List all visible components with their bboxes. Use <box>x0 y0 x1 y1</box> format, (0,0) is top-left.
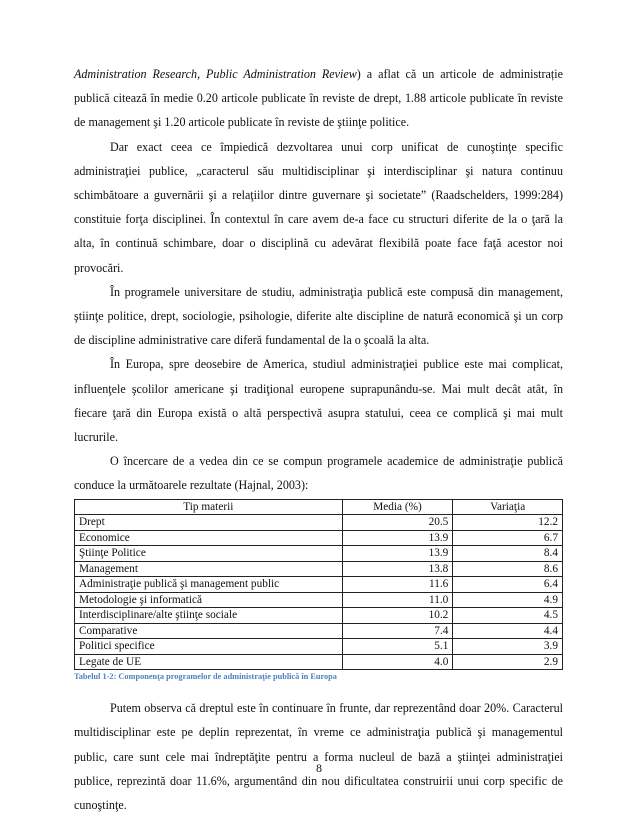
cell-variation: 4.5 <box>453 608 563 624</box>
cell-mean: 11.6 <box>342 577 453 593</box>
paragraph-6: Putem observa că dreptul este în continuare în frunte, dar reprezentând doar 20%. Caracterul multidisciplinar este pe deplin reprezentat, în vreme ce administraţia publică şi managementul public, care sunt cele mai îndreptăţite pentru a forma nucleul de bază a ştiinţei administraţiei publice, reprezintă doar 11.6%, argumentând din nou dificultatea construirii unui corp specific de cunoştinţe. <box>74 701 563 812</box>
table-header-row <box>75 499 563 515</box>
paragraph-5: O încercare de a vedea din ce se compun programele academice de administraţie publică conduce la următoarele rezultate (Hajnal, 2003): <box>74 454 563 493</box>
cell-mean: 13.9 <box>342 546 453 562</box>
cell-mean: 5.1 <box>342 639 453 655</box>
cell-variation: 4.9 <box>453 592 563 608</box>
cell-subject: Legate de UE <box>75 654 343 670</box>
page-number: 8 <box>316 761 322 775</box>
subjects-table <box>74 499 563 671</box>
header-mean: Media (%) <box>342 499 453 515</box>
cell-mean: 13.8 <box>342 561 453 577</box>
paragraph-1-text: ) a aflat că un articole de administrație publică citează în medie 0.20 articole publicate în reviste de drept, 1.88 articole publicate în reviste de management şi 1.20 articole publicate în reviste de ştiinţe politice. <box>74 67 563 130</box>
header-variation: Variaţia <box>453 499 563 515</box>
cell-variation: 4.4 <box>453 623 563 639</box>
table-row <box>75 654 563 670</box>
cell-mean: 20.5 <box>342 515 453 531</box>
cell-mean: 13.9 <box>342 530 453 546</box>
table-row <box>75 608 563 624</box>
cell-variation: 6.4 <box>453 577 563 593</box>
cell-subject: Administraţie publică şi management public <box>75 577 343 593</box>
cell-variation: 3.9 <box>453 639 563 655</box>
cell-variation: 2.9 <box>453 654 563 670</box>
cell-variation: 8.6 <box>453 561 563 577</box>
cell-variation: 6.7 <box>453 530 563 546</box>
cell-subject: Drept <box>75 515 343 531</box>
cell-mean: 10.2 <box>342 608 453 624</box>
table-row <box>75 577 563 593</box>
document-page <box>74 62 563 817</box>
cell-subject: Metodologie şi informatică <box>75 592 343 608</box>
journal-names: Administration Research, Public Administration Review <box>74 67 357 81</box>
table-row <box>75 546 563 562</box>
cell-subject: Interdisciplinare/alte ştiinţe sociale <box>75 608 343 624</box>
cell-variation: 8.4 <box>453 546 563 562</box>
cell-subject: Economice <box>75 530 343 546</box>
cell-subject: Politici specifice <box>75 639 343 655</box>
paragraph-4: În Europa, spre deosebire de America, studiul administraţiei publice este mai complicat, influenţele şcolilor americane şi tradiţional europene suprapunându-se. Mai mult decât atât, în fiecare ţară din Europa există o altă perspectivă asupra statului, ceea ce complică şi mai mult lucrurile. <box>74 357 563 445</box>
cell-subject: Comparative <box>75 623 343 639</box>
cell-mean: 7.4 <box>342 623 453 639</box>
table-row <box>75 561 563 577</box>
cell-subject: Ştiinţe Politice <box>75 546 343 562</box>
cell-subject: Management <box>75 561 343 577</box>
table-row <box>75 515 563 531</box>
table-row <box>75 592 563 608</box>
paragraph-1 <box>74 62 563 135</box>
table-caption: Tabelul 1-2: Componenţa programelor de administraţie publică în Europa <box>74 672 337 682</box>
paragraph-3: În programele universitare de studiu, administraţia publică este compusă din management, ştiinţe politice, drept, sociologie, psihologie, diferite alte discipline de natură economică şi un corp de discipline administrative care diferă fundamental de la o şcoală la alta. <box>74 284 563 348</box>
cell-variation: 12.2 <box>453 515 563 531</box>
table-row <box>75 530 563 546</box>
cell-mean: 11.0 <box>342 592 453 608</box>
paragraph-2: Dar exact ceea ce împiedică dezvoltarea unui corp unificat de cunoştinţe specific administraţiei publice, „caracterul său multidisciplinar şi interdisciplinar şi natura continuu schimbătoare a guvernării şi a relaţiilor dintre guvernare şi societate” (Raadschelders, 1999:284) constituie forţa disciplinei. În contextul în care avem de-a face cu structuri diferite de la o ţară la alta, în continuă schimbare, doar o disciplină cu adevărat flexibilă poate face faţă acestor noi provocări. <box>74 139 563 275</box>
cell-mean: 4.0 <box>342 654 453 670</box>
table-row <box>75 623 563 639</box>
header-subject-type: Tip materii <box>75 499 343 515</box>
table-row <box>75 639 563 655</box>
